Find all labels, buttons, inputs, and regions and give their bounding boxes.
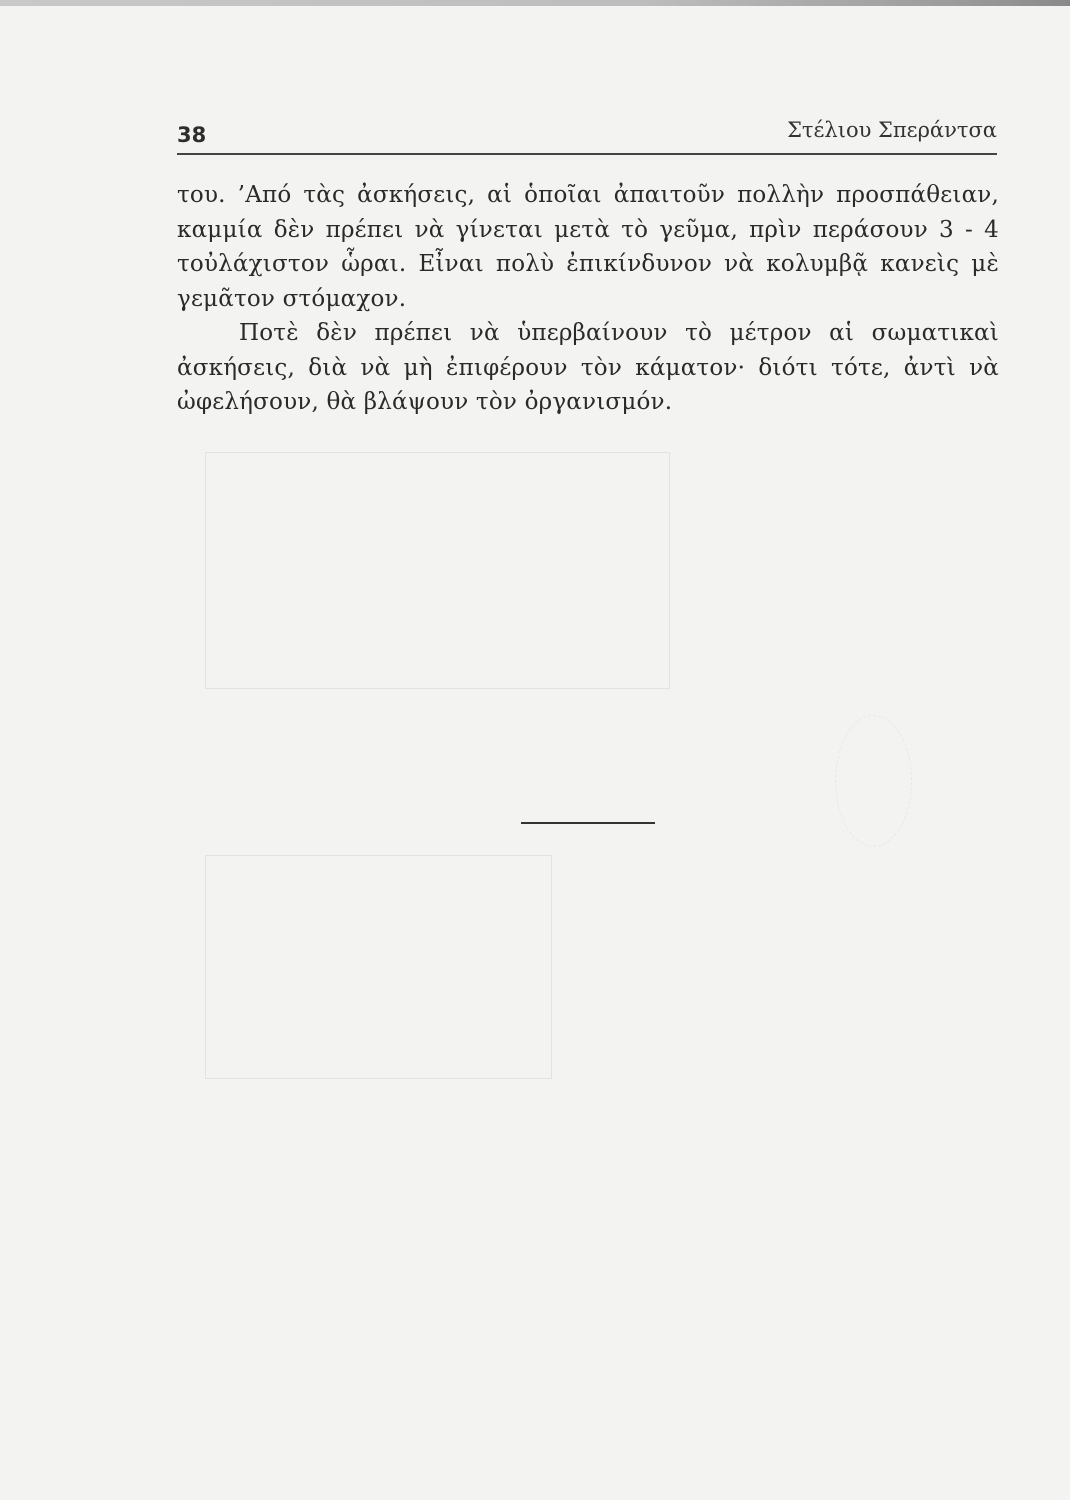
- page-number: 38: [177, 123, 207, 147]
- paragraph-2: Ποτὲ δὲν πρέπει νὰ ὑπερβαίνουν τὸ μέτρον αἱ σωματικαὶ ἀσκήσεις, διὰ νὰ μὴ ἐπιφέρουν τὸν κάματον· διότι τότε, ἀντὶ νὰ ὠφελήσουν, θὰ βλάψουν τὸν ὀργανισμόν.: [177, 320, 999, 415]
- bleed-through-oval: [835, 715, 912, 847]
- bleed-through-figure-top: [205, 452, 670, 689]
- bleed-through-figure-bottom: [205, 855, 552, 1079]
- scan-top-edge: [0, 0, 1070, 6]
- body-text: [177, 178, 999, 420]
- paragraph-1: του. ’Από τὰς ἀσκήσεις, αἱ ὁποῖαι ἀπαιτοῦν πολλὴν προσπάθειαν, καμμία δὲν πρέπει νὰ γίνεται μετὰ τὸ γεῦμα, πρὶν περάσουν 3 - 4 τοὐλάχιστον ὧραι. Εἶναι πολὺ ἐπικίνδυνον νὰ κολυμβᾷ κανεὶς μὲ γεμᾶτον στόμαχον.: [177, 182, 999, 312]
- running-head-author: Στέλιου Σπεράντσα: [787, 118, 997, 142]
- header-rule: [177, 153, 997, 155]
- section-end-rule: [521, 822, 655, 824]
